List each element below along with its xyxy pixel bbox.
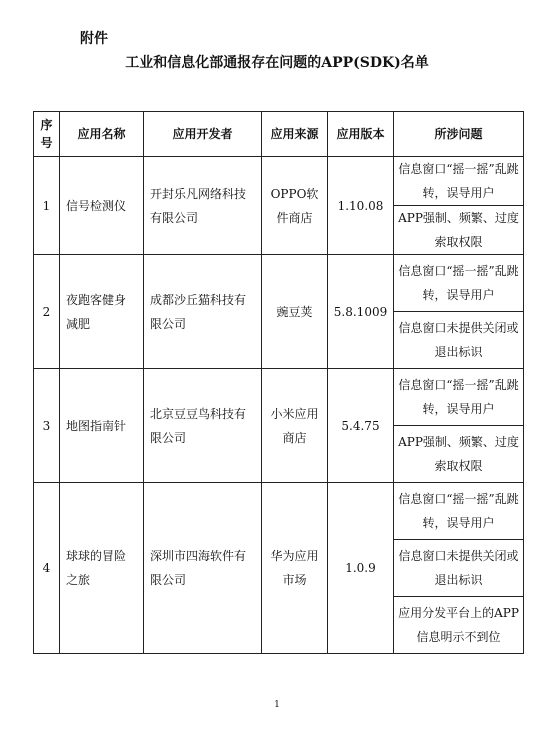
app-name: 球球的冒险之旅 [60, 483, 144, 654]
table-row [34, 255, 524, 312]
table-row [34, 369, 524, 426]
table-row [34, 157, 524, 206]
issue-cell: 信息窗口未提供关闭或退出标识 [394, 540, 524, 597]
header-no: 序号 [34, 112, 60, 157]
annex-label: 附件 [80, 31, 108, 47]
app-version: 1.0.9 [328, 483, 394, 654]
header-version: 应用版本 [328, 112, 394, 157]
app-version: 1.10.08 [328, 157, 394, 255]
row-number: 3 [34, 369, 60, 483]
row-number: 1 [34, 157, 60, 255]
document-title: 工业和信息化部通报存在问题的APP(SDK)名单 [125, 55, 429, 71]
issue-cell: APP强制、频繁、过度索取权限 [394, 426, 524, 483]
app-source: OPPO软件商店 [262, 157, 328, 255]
row-number: 2 [34, 255, 60, 369]
app-version: 5.8.1009 [328, 255, 394, 369]
app-developer: 北京豆豆鸟科技有限公司 [144, 369, 262, 483]
header-developer: 应用开发者 [144, 112, 262, 157]
issue-cell: 信息窗口“摇一摇”乱跳转，误导用户 [394, 369, 524, 426]
row-number: 4 [34, 483, 60, 654]
header-issues: 所涉问题 [394, 112, 524, 157]
header-app-name: 应用名称 [60, 112, 144, 157]
page-number: 1 [274, 700, 280, 710]
issue-cell: APP强制、频繁、过度索取权限 [394, 206, 524, 255]
app-version: 5.4.75 [328, 369, 394, 483]
app-list-table [33, 111, 524, 654]
app-developer: 开封乐凡网络科技有限公司 [144, 157, 262, 255]
app-source: 小米应用商店 [262, 369, 328, 483]
app-developer: 成都沙丘猫科技有限公司 [144, 255, 262, 369]
app-name: 地图指南针 [60, 369, 144, 483]
app-source: 华为应用市场 [262, 483, 328, 654]
issue-cell: 信息窗口未提供关闭或退出标识 [394, 312, 524, 369]
issue-cell: 信息窗口“摇一摇”乱跳转，误导用户 [394, 157, 524, 206]
issue-cell: 信息窗口“摇一摇”乱跳转，误导用户 [394, 483, 524, 540]
issue-cell: 信息窗口“摇一摇”乱跳转，误导用户 [394, 255, 524, 312]
table-header-row [34, 112, 524, 157]
header-source: 应用来源 [262, 112, 328, 157]
table-row [34, 483, 524, 540]
app-source: 豌豆荚 [262, 255, 328, 369]
app-developer: 深圳市四海软件有限公司 [144, 483, 262, 654]
app-name: 夜跑客健身减肥 [60, 255, 144, 369]
issue-cell: 应用分发平台上的APP信息明示不到位 [394, 597, 524, 654]
app-name: 信号检测仪 [60, 157, 144, 255]
